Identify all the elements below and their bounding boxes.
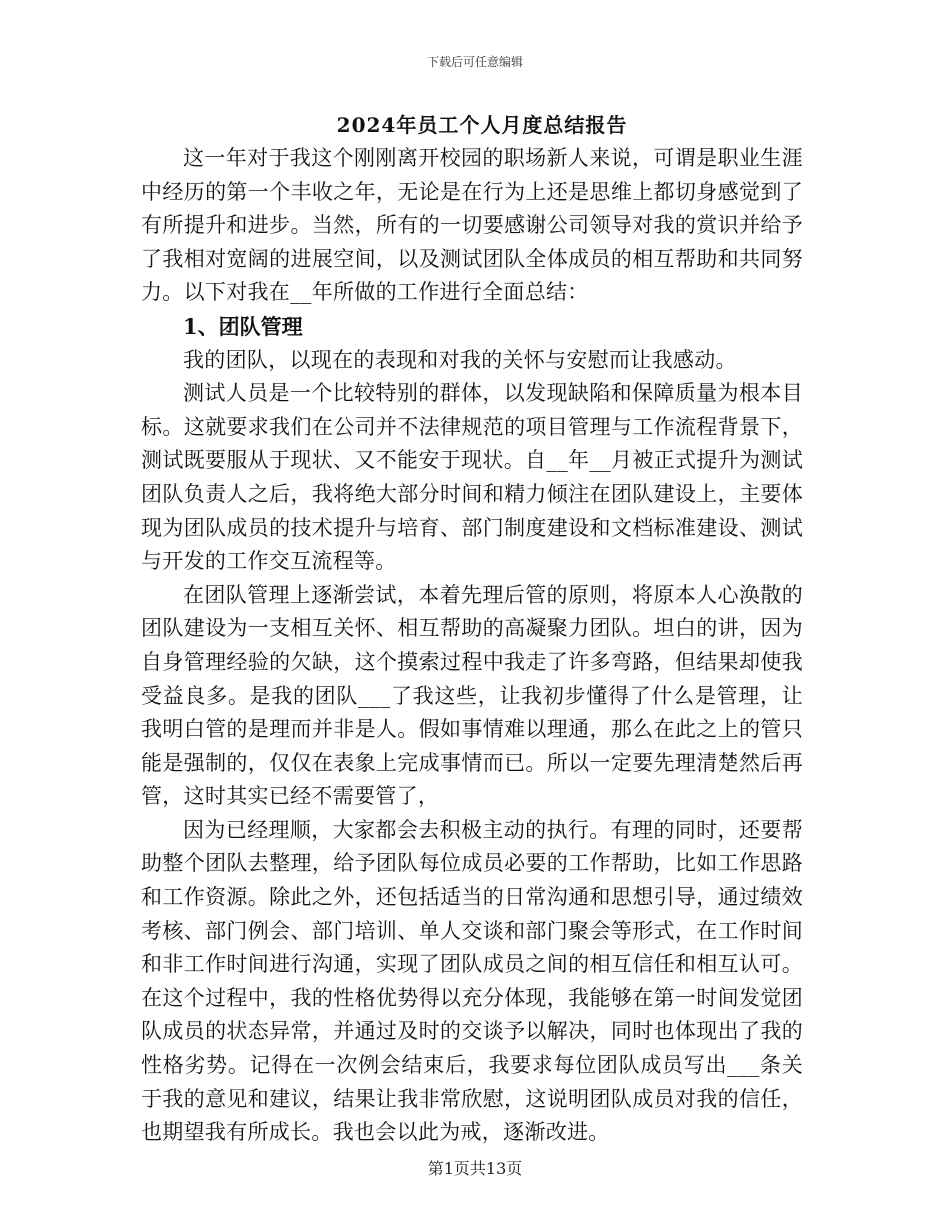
intro-paragraph: 这一年对于我这个刚刚离开校园的职场新人来说，可谓是职业生涯中经历的第一个丰收之年，无论是在行为上还是思维上都切身感觉到了有所提升和进步。当然，所有的一切要感谢公司领导对我的赏识并给予了我相对宽阔的进展空间，以及测试团队全体成员的相互帮助和共同努力。以下对我在__年所做的工作进行全面总结： [141, 146, 803, 305]
header-note: 下载后可任意编辑 [426, 55, 523, 69]
document-body [141, 108, 803, 1150]
paragraph: 因为已经理顺，大家都会去积极主动的执行。有理的同时，还要帮助整个团队去整理，给予团队每位成员必要的工作帮助，比如工作思路和工作资源。除此之外，还包括适当的日常沟通和思想引导，通过绩效考核、部门例会、部门培训、单人交谈和部门聚会等形式，在工作时间和非工作时间进行沟通，实现了团队成员之间的相互信任和相互认可。在这个过程中，我的性格优势得以充分体现，我能够在第一时间发觉团队成员的状态异常，并通过及时的交谈予以解决，同时也体现出了我的性格劣势。记得在一次例会结束后，我要求每位团队成员写出___条关于我的意见和建议，结果让我非常欣慰，这说明团队成员对我的信任，也期望我有所成长。我也会以此为戒，逐渐改进。 [141, 817, 803, 1145]
paragraph: 测试人员是一个比较特别的群体，以发现缺陷和保障质量为根本目标。这就要求我们在公司并不法律规范的项目管理与工作流程背景下，测试既要服从于现状、又不能安于现状。自__年__月被正式提升为测试团队负责人之后，我将绝大部分时间和精力倾注在团队建设上，主要体现为团队成员的技术提升与培育、部门制度建设和文档标准建设、测试与开发的工作交互流程等。 [141, 381, 803, 574]
section-heading: 1、团队管理 [183, 313, 303, 339]
paragraph: 我的团队，以现在的表现和对我的关怀与安慰而让我感动。 [183, 347, 737, 372]
document-title: 2024年员工个人月度总结报告 [336, 113, 628, 137]
page-number: 第1页共13页 [427, 1159, 523, 1178]
paragraph: 在团队管理上逐渐尝试，本着先理后管的原则，将原本人心涣散的团队建设为一支相互关怀、相互帮助的高凝聚力团队。坦白的讲，因为自身管理经验的欠缺，这个摸索过程中我走了许多弯路，但结果却使我受益良多。是我的团队___了我这些，让我初步懂得了什么是管理，让我明白管的是理而并非是人。假如事情难以理通，那么在此之上的管只能是强制的，仅仅在表象上完成事情而已。所以一定要先理清楚然后再管，这时其实已经不需要管了， [141, 582, 803, 809]
